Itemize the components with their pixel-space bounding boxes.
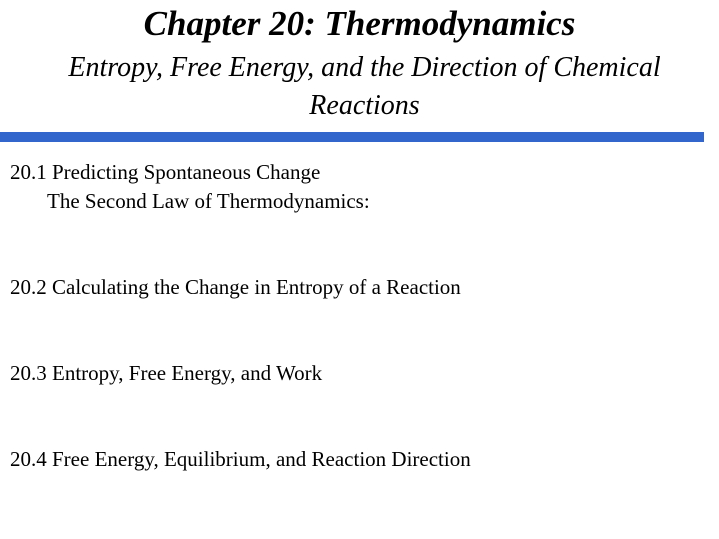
section-20-2 <box>10 273 461 302</box>
section-20-3 <box>10 359 322 388</box>
section-heading: 20.3 Entropy, Free Energy, and Work <box>10 361 323 385</box>
section-20-1 <box>10 158 370 216</box>
section-20-4 <box>10 445 471 474</box>
blue-divider <box>0 132 704 142</box>
section-subheading: The Second Law of Thermodynamics: <box>47 189 370 213</box>
page-subtitle: Entropy, Free Energy, and the Direction of Chemical Reactions <box>68 52 661 121</box>
page-title: Chapter 20: Thermodynamics <box>143 4 576 43</box>
section-heading: 20.4 Free Energy, Equilibrium, and Reaction Direction <box>10 447 471 471</box>
section-heading: 20.1 Predicting Spontaneous Change <box>10 160 321 184</box>
section-heading: 20.2 Calculating the Change in Entropy of a Reaction <box>10 275 461 299</box>
